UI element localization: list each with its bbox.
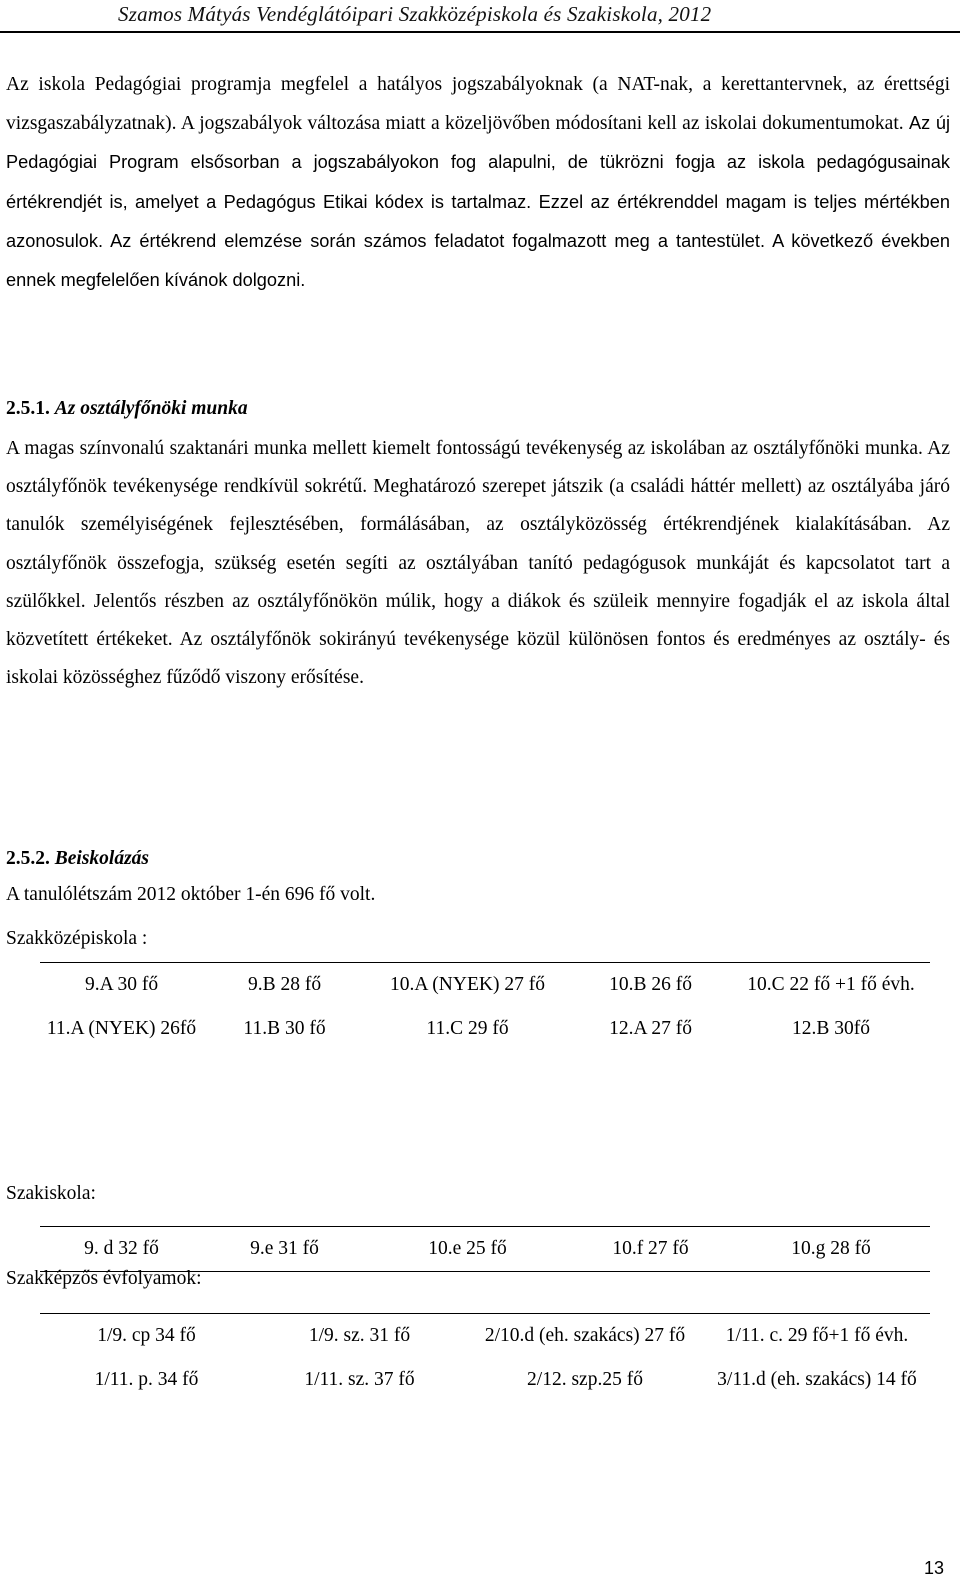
table-cell: 11.C 29 fő — [426, 1018, 509, 1039]
section-heading-1 — [6, 398, 248, 420]
table-cell: 3/11.d (eh. szakács) 14 fő — [717, 1369, 917, 1390]
table-cell: 10.f 27 fő — [612, 1238, 689, 1259]
table-cell: 12.A 27 fő — [609, 1018, 692, 1039]
table-cell: 1/11. sz. 37 fő — [304, 1369, 415, 1390]
section-title: Az osztályfőnöki munka — [54, 398, 248, 419]
section-number: 2.5.1. — [6, 398, 50, 419]
table-row — [40, 1358, 930, 1402]
table-cell: 1/9. cp 34 fő — [97, 1325, 196, 1346]
table-cell: 10.g 28 fő — [791, 1238, 871, 1259]
section-1-paragraph: A magas színvonalú szaktanári munka mellett kiemelt fontosságú tevékenység az iskolában az osztályfőnöki munka. Az osztályfőnök tevékenysége rendkívül sokrétű. Meghatározó szerepet játszik (a családi háttér mellett) az osztályába járó tanulók személyiségének fejlesztésében, formálásában, az osztályközösség értékrendjének kialakításában. Az osztályfőnök összefogja, szükség esetén segíti az osztályában tanító pedagógusok munkáját és kapcsolatot tart a szülőkkel. Jelentős részben az osztályfőnökön múlik, hogy a diákok és szüleik mennyire fogadják el az iskola által közvetített értékeket. Az osztályfőnök sokirányú tevékenysége közül különösen fontos és eredményes az osztály- és iskolai közösséghez fűződő viszony erősítése. — [6, 438, 950, 689]
section-title: Beiskolázás — [54, 848, 150, 869]
intro-sans-text: Az új Pedagógiai Program elsősorban a jogszabályokon fog alapulni, de tükrözni fogja az iskola pedagógusainak értékrendjét is, amelyet a Pedagógus Etikai kódex is tartalmaz. Ezzel az értékrenddel magam is teljes mértékben azonosulok. Az értékrend elemzése során számos feladatot fogalmazott meg a tantestület. A következő években ennek megfelelően kívánok dolgozni. — [6, 113, 951, 291]
table-cell: 2/12. szp.25 fő — [527, 1369, 643, 1390]
intro-paragraph — [6, 66, 950, 300]
table-cell: 9.B 28 fő — [247, 974, 322, 995]
table-cell: 10.B 26 fő — [609, 974, 692, 995]
table-cell: 11.B 30 fő — [243, 1018, 326, 1039]
label-szakkozepiskola: Szakközépiskola : — [6, 928, 148, 949]
szakiskola-table — [40, 1226, 930, 1272]
table-cell: 10.A (NYEK) 27 fő — [390, 974, 545, 995]
section-heading-2 — [6, 848, 149, 870]
label-szakkepzos: Szakképzős évfolyamok: — [6, 1268, 202, 1289]
szakkepzos-table — [40, 1313, 930, 1402]
table-cell: 9.A 30 fő — [84, 974, 159, 995]
table-row — [40, 963, 930, 1008]
section-number: 2.5.2. — [6, 848, 50, 869]
szakkozepiskola-table — [40, 962, 930, 1051]
table-cell: 1/11. c. 29 fő+1 fő évh. — [725, 1325, 909, 1346]
headcount-line: A tanulólétszám 2012 október 1-én 696 fő volt. — [6, 884, 376, 905]
table-cell: 11.A (NYEK) 26fő — [46, 1018, 197, 1039]
table-cell: 12.B 30fő — [792, 1018, 870, 1039]
table-row — [40, 1007, 930, 1051]
table-cell: 9.e 31 fő — [250, 1238, 319, 1259]
table-cell: 2/10.d (eh. szakács) 27 fő — [484, 1325, 686, 1346]
table-cell: 1/9. sz. 31 fő — [308, 1325, 411, 1346]
table-cell: 9. d 32 fő — [84, 1238, 159, 1259]
table-cell: 1/11. p. 34 fő — [94, 1369, 199, 1390]
header-divider — [0, 31, 960, 33]
table-row — [40, 1227, 930, 1272]
table-cell: 10.e 25 fő — [428, 1238, 507, 1259]
table-cell: 10.C 22 fő +1 fő évh. — [747, 974, 915, 995]
label-szakiskola: Szakiskola: — [6, 1183, 96, 1204]
table-row — [40, 1314, 930, 1359]
intro-serif-text: Az iskola Pedagógiai programja megfelel a hatályos jogszabályoknak (a NAT-nak, a kerettantervnek, az érettségi vizsgaszabályzatnak). A jogszabályok változása miatt a közeljövőben módosítani kell az iskolai dokumentumokat. — [6, 74, 950, 135]
page-header — [0, 0, 960, 36]
page-number: 13 — [923, 1558, 944, 1578]
header-title: Szamos Mátyás Vendéglátóipari Szakközépiskola és Szakiskola, 2012 — [118, 2, 712, 26]
